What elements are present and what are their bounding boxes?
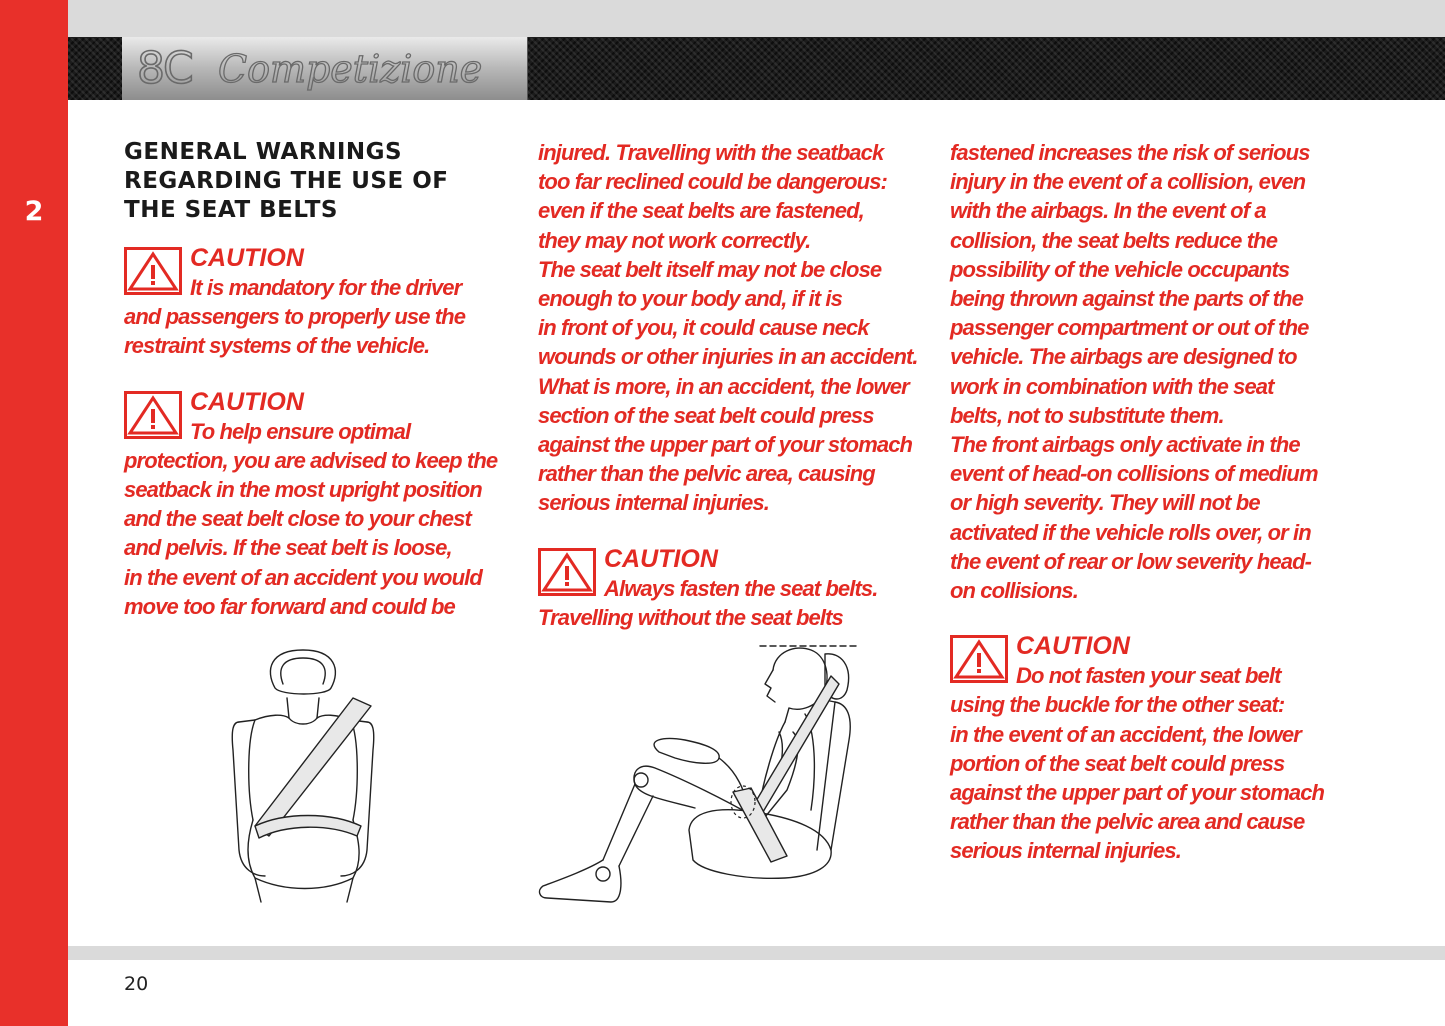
text-line: injured. Travelling with the seatback [538,140,884,165]
text-line: section of the seat belt could press [538,402,874,428]
text-line: event of head-on collisions of medium [950,461,1318,487]
warning-triangle-icon [950,635,1008,683]
text-line: vehicle. The airbags are designed to [950,344,1297,370]
caution-text: and pelvis. If the seat belt is loose, [124,535,452,561]
continued-text [538,138,918,518]
warning-triangle-icon [124,247,182,295]
text-line: The seat belt itself may not be close [538,256,882,282]
text-line: possibility of the vehicle occupants [950,256,1290,282]
logo-plate [122,37,528,100]
top-gray-band [68,0,1445,37]
caution-text: rather than the pelvic area and cause [950,809,1305,835]
text-line: The front airbags only activate in the [950,432,1300,458]
text-line: What is more, in an accident, the lower [538,373,909,399]
caution-text: seatback in the most upright position [124,477,482,503]
continued-text [950,138,1330,605]
caution-text: serious internal injuries. [950,838,1181,864]
warning-triangle-icon [538,548,596,596]
logo-script: Competizione [218,47,483,91]
caution-text: protection, you are advised to keep the [124,447,498,473]
text-line: being thrown against the parts of the [950,286,1303,312]
caution-text: portion of the seat belt could press [950,750,1285,776]
caution-block [124,243,504,361]
chapter-strip [0,0,68,1026]
warning-triangle-icon [124,391,182,439]
text-line: they may not work correctly. [538,227,811,253]
text-line: rather than the pelvic area, causing [538,461,875,487]
text-line: too far reclined could be dangerous: [538,169,887,195]
caution-text: in the event of an accident you would [124,564,482,590]
text-line: enough to your body and, if it is [538,286,842,312]
caution-text: using the buckle for the other seat: [950,692,1285,718]
page-number: 20 [124,973,149,995]
text-line: injury in the event of a collision, even [950,169,1306,195]
heading-line: THE SEAT BELTS [124,197,338,223]
column-3 [950,138,1330,866]
heading-line: GENERAL WARNINGS [124,139,403,165]
text-line: passenger compartment or out of the [950,315,1309,341]
caution-text: against the upper part of your stomach [950,780,1325,806]
side-seatbelt-illustration [535,640,865,910]
heading-line: REGARDING THE USE OF [124,168,449,194]
caution-block [538,544,918,632]
caution-block [950,631,1330,865]
text-line: wounds or other injuries in an accident. [538,344,918,370]
text-line: in front of you, it could cause neck [538,315,869,341]
caution-title: CAUTION [190,244,304,272]
caution-title: CAUTION [190,387,304,416]
text-line: collision, the seat belts reduce the [950,227,1278,253]
caution-text: Travelling without the seat belts [538,604,843,630]
section-heading [124,138,504,225]
text-line: activated if the vehicle rolls over, or in [950,519,1311,545]
text-line: or high severity. They will not be [950,490,1260,516]
caution-text: in the event of an accident, the lower [950,721,1301,747]
text-line: the event of rear or low severity head- [950,548,1312,574]
caution-text: Do not fasten your seat belt [1016,663,1281,689]
caution-text: restraint systems of the vehicle. [124,333,430,359]
caution-title: CAUTION [604,544,718,573]
chapter-number: 2 [24,196,44,227]
caution-text: move too far forward and could be [124,593,455,619]
caution-text: and passengers to properly use the [124,304,466,330]
text-line: with the airbags. In the event of a [950,198,1266,224]
caution-text: Always fasten the seat belts. [604,575,878,601]
text-line: against the upper part of your stomach [538,432,913,458]
text-line: serious internal injuries. [538,490,769,516]
caution-text: To help ensure optimal [190,418,411,444]
caution-title: CAUTION [1016,632,1130,661]
text-line: on collisions. [950,578,1078,604]
logo-mark: 8C [137,43,192,94]
column-2 [538,138,918,632]
column-1 [124,138,504,621]
front-seatbelt-illustration [225,640,390,905]
caution-block [124,387,504,621]
text-line: work in combination with the seat [950,373,1274,399]
text-line: belts, not to substitute them. [950,402,1224,428]
caution-text: and the seat belt close to your chest [124,506,471,532]
caution-text: It is mandatory for the driver [190,275,462,300]
bottom-gray-band [68,946,1445,960]
text-line: even if the seat belts are fastened, [538,198,864,224]
text-line: fastened increases the risk of serious [950,140,1310,165]
